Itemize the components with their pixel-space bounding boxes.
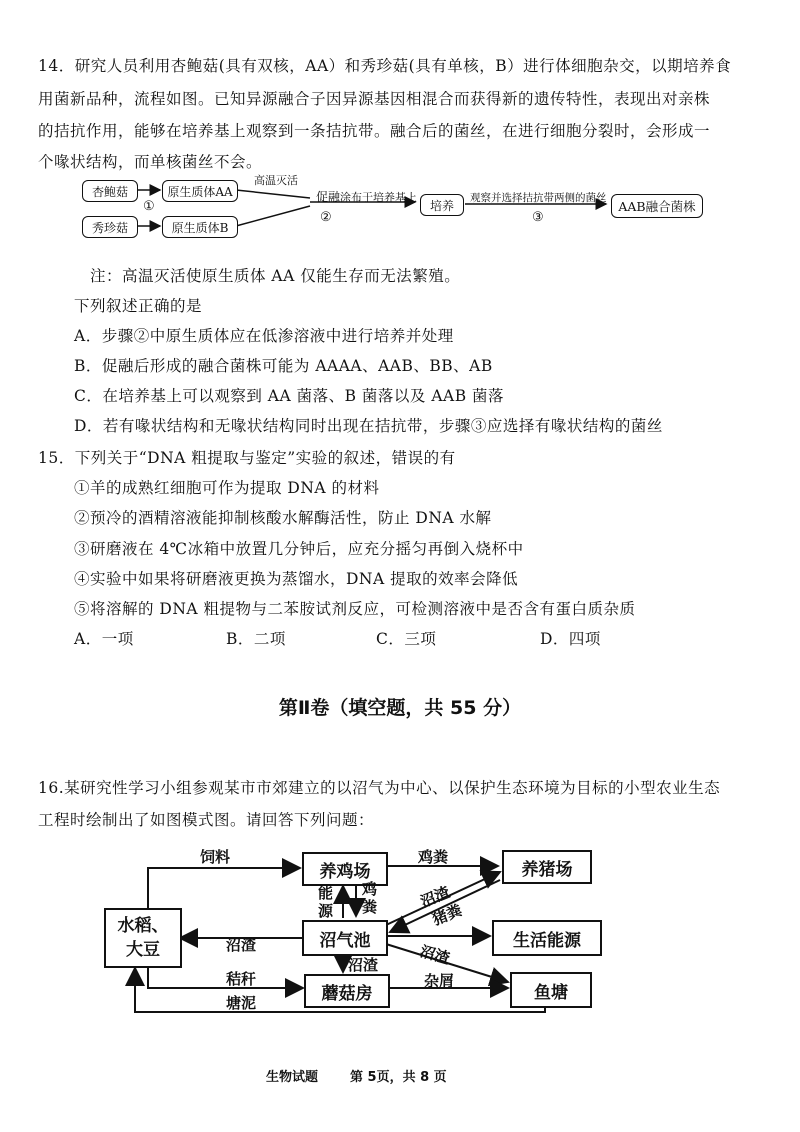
step-1: ①	[143, 199, 155, 214]
box-mushroom-house: 蘑菇房	[304, 974, 390, 1008]
label-pond-mud: 塘泥	[226, 994, 257, 1012]
q15-option-c: C．三项	[376, 630, 437, 648]
footer-subject: 生物试题	[266, 1070, 319, 1085]
box-rice-soybean	[104, 908, 182, 968]
label-straw: 秸秆	[226, 970, 257, 988]
q14-option-d: D．若有喙状结构和无喙状结构同时出现在拮抗带，步骤③应选择有喙状结构的菌丝	[74, 417, 663, 435]
label-pig-manure: 猪粪	[429, 900, 465, 929]
label-promote-fusion: 促融	[316, 190, 341, 204]
label-chicken-manure-vertical: 鸡粪	[362, 880, 378, 916]
q14-prompt: 下列叙述正确的是	[74, 297, 203, 315]
box-xingbaogu: 杏鲍菇	[82, 180, 138, 202]
q14-line-2: 用菌新品种，流程如图。已知异源融合子因异源基因相混合而获得新的遗传特性，表现出对亲株	[38, 90, 711, 108]
q14-line-4: 个喙状结构，而单核菌丝不会。	[38, 153, 263, 171]
box-xiuzhengu: 秀珍菇	[82, 216, 138, 238]
box-protoplast-aa: 原生质体AA	[162, 180, 238, 202]
q14-option-a: A．步骤②中原生质体应在低渗溶液中进行培养并处理	[74, 327, 454, 345]
label-feed: 饲料	[200, 848, 231, 866]
label-residue-rice: 沼渣	[226, 936, 257, 954]
label-residue-mushroom: 沼渣	[348, 956, 379, 974]
q14-note: 注：高温灭活使原生质体 AA 仅能生存而无法繁殖。	[90, 267, 461, 285]
footer-page: 第 5页，共 8 页	[350, 1070, 447, 1085]
q15-item-5: ⑤将溶解的 DNA 粗提物与二苯胺试剂反应，可检测溶液中是否含有蛋白质杂质	[74, 600, 636, 618]
q15-item-2: ②预冷的酒精溶液能抑制核酸水解酶活性，防止 DNA 水解	[74, 509, 492, 527]
q14-line-3: 的拮抗作用，能够在培养基上观察到一条拮抗带。融合后的菌丝，在进行细胞分裂时，会形成一	[38, 122, 711, 140]
q15-stem: 15．下列关于“DNA 粗提取与鉴定”实验的叙述，错误的有	[38, 449, 456, 467]
q14-line-1: 14．研究人员利用杏鲍菇(具有双核，AA）和秀珍菇(具有单核，B）进行体细胞杂交，以期培养食	[38, 57, 732, 75]
q15-option-d: D．四项	[540, 630, 601, 648]
label-energy-vertical: 能源	[318, 884, 334, 920]
label-residue-fish: 沼渣	[417, 942, 452, 968]
q16-line-2: 工程时绘制出了如图模式图。请回答下列问题：	[38, 811, 375, 829]
box-rice-soybean-label: 水稻、大豆	[117, 916, 169, 960]
label-observe: 观察并选择拮抗带两侧的菌丝	[470, 192, 607, 204]
box-biogas-digester: 沼气池	[302, 920, 388, 956]
label-high-temp: 高温灭活	[254, 174, 298, 187]
label-debris: 杂屑	[424, 972, 455, 990]
label-coat: 涂布于培养基上	[340, 191, 417, 204]
label-residue-pig: 沼渣	[417, 882, 453, 911]
step-3: ③	[532, 210, 544, 225]
q16-line-1: 16.某研究性学习小组参观某市市郊建立的以沼气为中心、以保护生态环境为目标的小型农业生态	[38, 779, 721, 797]
q15-option-b: B．二项	[226, 630, 286, 648]
box-culture: 培养	[420, 194, 464, 216]
box-fish-pond: 鱼塘	[510, 972, 592, 1008]
box-pig-farm: 养猪场	[502, 850, 592, 884]
box-household-energy: 生活能源	[492, 920, 602, 956]
box-aab-strain: AAB融合菌株	[611, 194, 703, 218]
q15-item-3: ③研磨液在 4℃冰箱中放置几分钟后，应充分摇匀再倒入烧杯中	[74, 540, 524, 558]
box-chicken-farm: 养鸡场	[302, 852, 388, 886]
box-protoplast-b: 原生质体B	[162, 216, 238, 238]
q15-item-4: ④实验中如果将研磨液更换为蒸馏水，DNA 提取的效率会降低	[74, 570, 519, 588]
step-2: ②	[320, 210, 332, 225]
section-title: 第Ⅱ卷（填空题，共 55 分）	[278, 697, 522, 719]
q14-option-b: B．促融后形成的融合菌株可能为 AAAA、AAB、BB、AB	[74, 357, 493, 375]
q14-option-c: C．在培养基上可以观察到 AA 菌落、B 菌落以及 AAB 菌落	[74, 387, 505, 405]
q15-item-1: ①羊的成熟红细胞可作为提取 DNA 的材料	[74, 479, 380, 497]
label-chicken-manure: 鸡粪	[418, 848, 449, 866]
q15-option-a: A．一项	[74, 630, 134, 648]
